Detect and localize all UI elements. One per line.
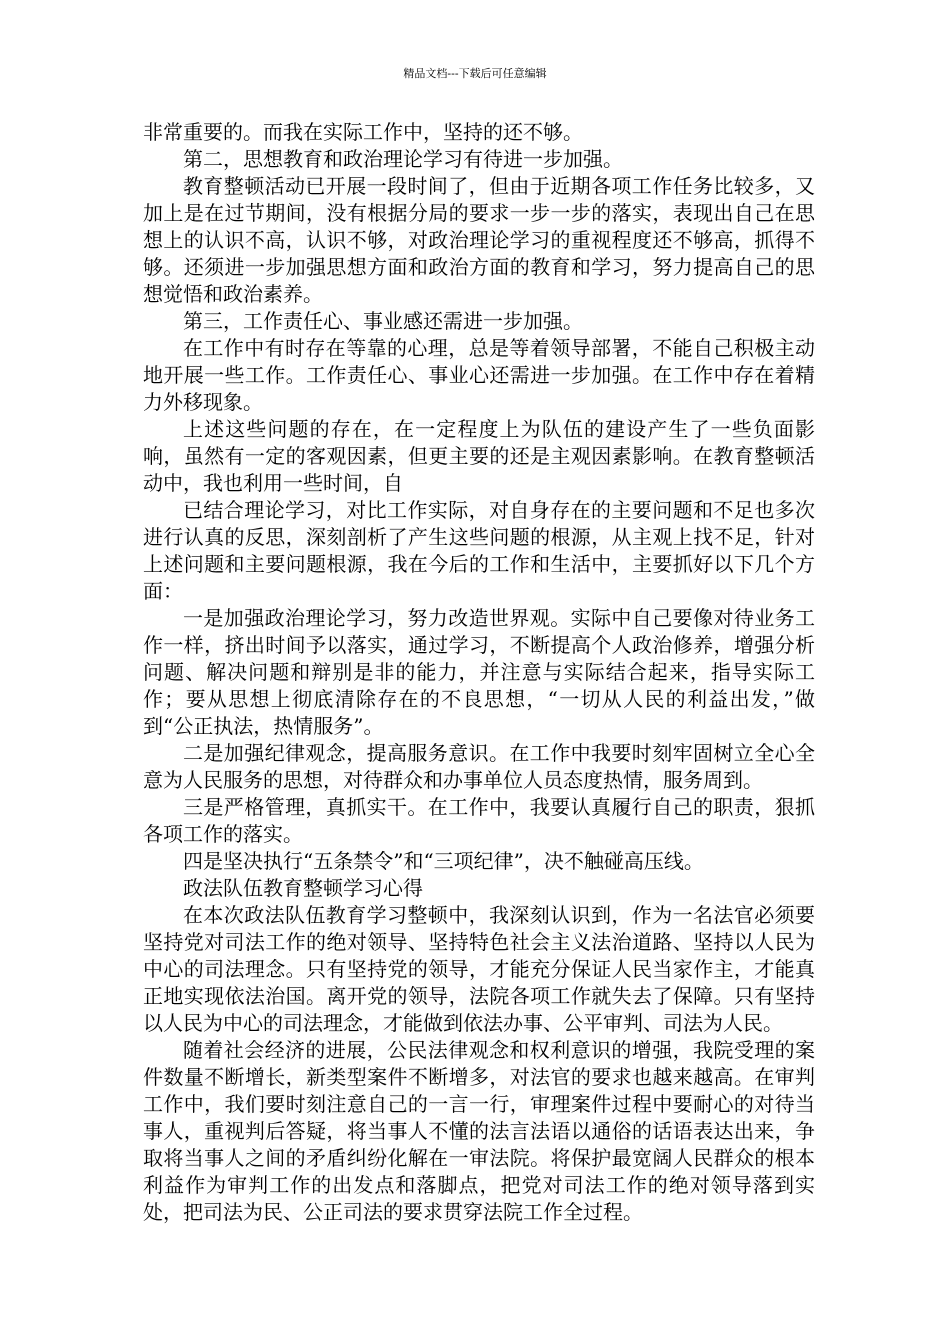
paragraph-13: 在本次政法队伍教育学习整顿中，我深刻认识到，作为一名法官必须要坚持党对司法工作的绝对领导、坚持特色社会主义法治道路、坚持以人民为中心的司法理念。只有坚持党的领导，才能充分保证人民当家作主，才能真正地实现依法治国。离开党的领导，法院各项工作就失去了保障。只有坚持以人民为中心的司法理念，才能做到依法办事、公平审判、司法为人民。 <box>143 903 815 1035</box>
paragraph-14: 随着社会经济的进展，公民法律观念和权利意识的增强，我院受理的案件数量不断增长，新类型案件不断增多，对法官的要求也越来越高。在审判工作中，我们要时刻注意自己的一言一行，审理案件过程中要耐心的对待当事人，重视判后答疑，将当事人不懂的法言法语以通俗的话语表达出来，争取将当事人之间的矛盾纠纷化解在一审法院。将保护最宽阔人民群众的根本利益作为审判工作的出发点和落脚点，把党对司法工作的绝对领导落到实处，把司法为民、公正司法的要求贯穿法院工作全过程。 <box>143 1038 815 1224</box>
paragraph-6: 上述这些问题的存在，在一定程度上为队伍的建设产生了一些负面影响，虽然有一定的客观因素，但更主要的还是主观因素影响。在教育整顿活动中，我也利用一些时间，自 <box>143 417 815 495</box>
paragraph-2: 第二，思想教育和政治理论学习有待进一步加强。 <box>183 147 623 171</box>
paragraph-5: 在工作中有时存在等靠的心理，总是等着领导部署，不能自己积极主动地开展一些工作。工作责任心、事业心还需进一步加强。在工作中存在着精力外移现象。 <box>143 336 815 414</box>
paragraph-7: 已结合理论学习，对比工作实际，对自身存在的主要问题和不足也多次进行认真的反思，深刻剖析了产生这些问题的根源，从主观上找不足，针对上述问题和主要问题根源，我在今后的工作和生活中，主要抓好以下几个方面： <box>143 498 815 603</box>
paragraph-3: 教育整顿活动已开展一段时间了，但由于近期各项工作任务比较多，又加上是在过节期间，没有根据分局的要求一步一步的落实，表现出自己在思想上的认识不高，认识不够，对政治理论学习的重视程度还不够高，抓得不够。还须进一步加强思想方面和政治方面的教育和学习，努力提高自己的思想觉悟和政治素养。 <box>143 174 815 306</box>
paragraph-11: 四是坚决执行“五条禁令”和“三项纪律”，决不触碰高压线。 <box>183 849 704 873</box>
document-body <box>143 119 815 1226</box>
paragraph-10: 三是严格管理，真抓实干。在工作中，我要认真履行自己的职责，狠抓各项工作的落实。 <box>143 795 815 846</box>
paragraph-4: 第三，工作责任心、事业感还需进一步加强。 <box>183 309 583 333</box>
paragraph-8: 一是加强政治理论学习，努力改造世界观。实际中自己要像对待业务工作一样，挤出时间予以落实，通过学习，不断提高个人政治修养，增强分析问题、解决问题和辩别是非的能力，并注意与实际结合起来，指导实际工作；要从思想上彻底清除存在的不良思想，“一切从人民的利益出发，”做到“公正执法，热情服务”。 <box>143 606 815 738</box>
page-header: 精品文档---下载后可任意编辑 <box>403 67 547 80</box>
paragraph-1: 非常重要的。而我在实际工作中，坚持的还不够。 <box>143 120 583 144</box>
section-heading: 政法队伍教育整顿学习心得 <box>183 876 423 900</box>
paragraph-9: 二是加强纪律观念，提高服务意识。在工作中我要时刻牢固树立全心全意为人民服务的思想，对待群众和办事单位人员态度热情，服务周到。 <box>143 741 815 792</box>
